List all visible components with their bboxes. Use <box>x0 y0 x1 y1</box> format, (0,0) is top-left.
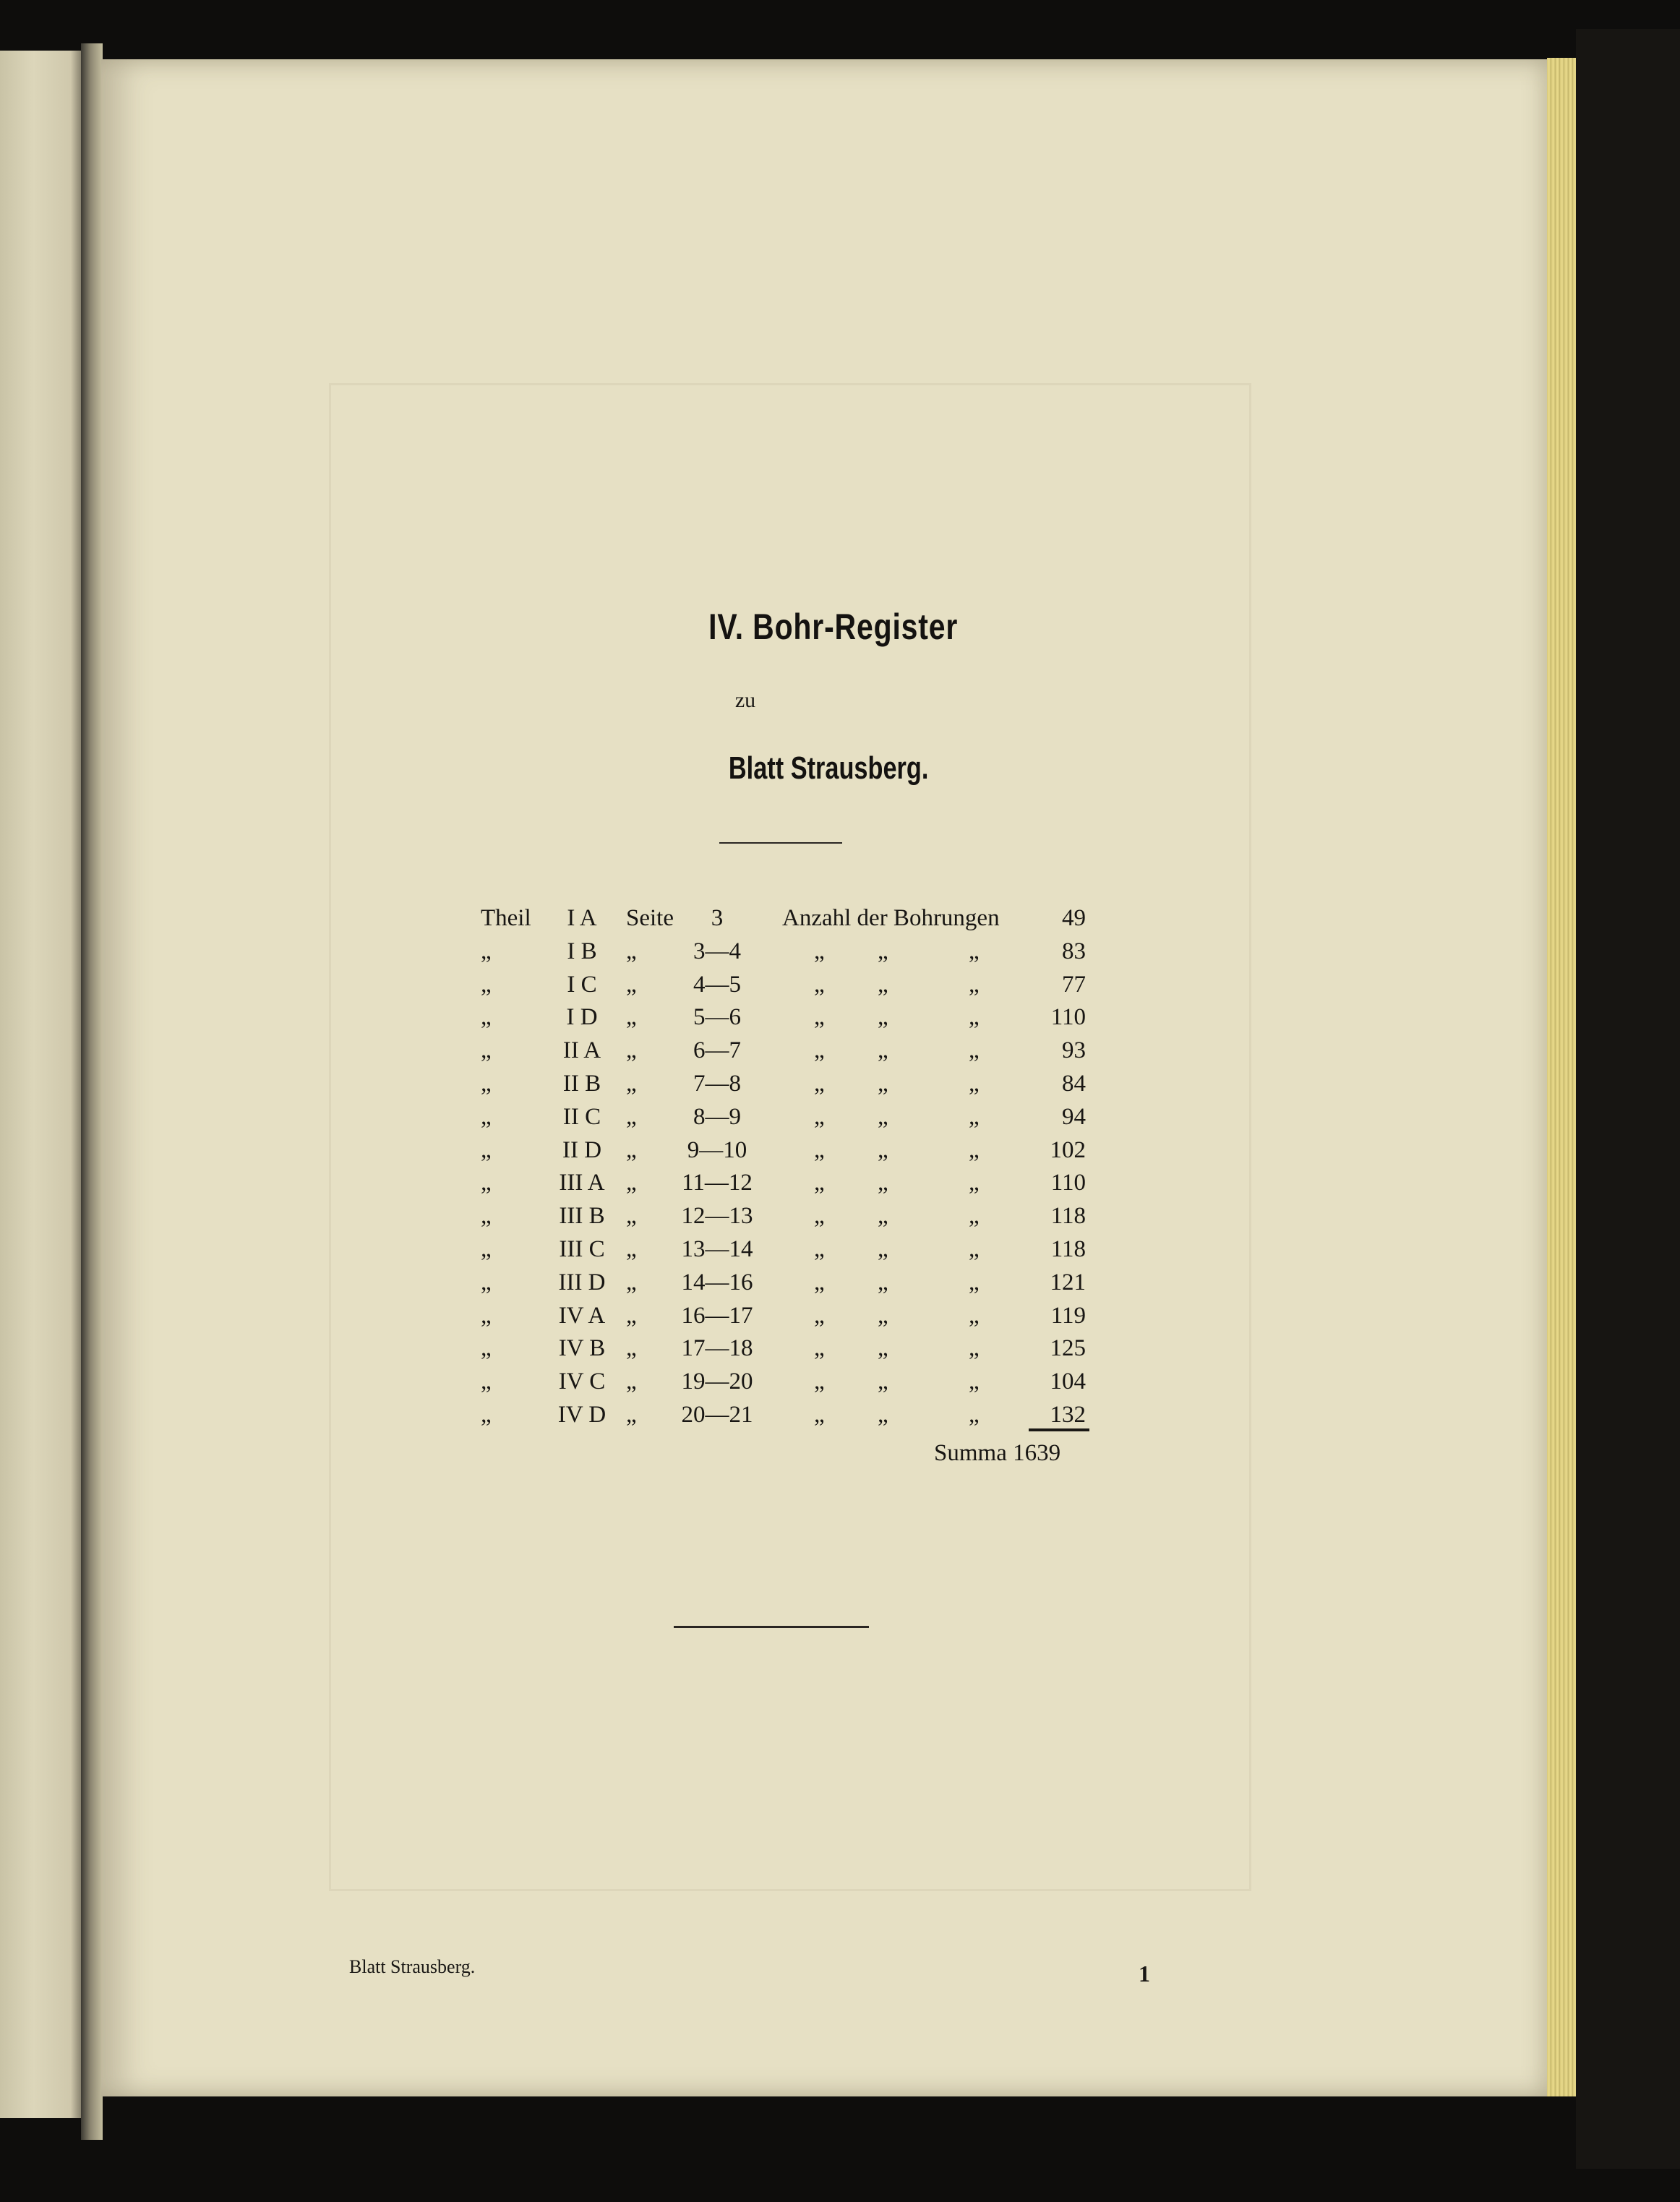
cell-m3: „ <box>969 1037 980 1064</box>
table-row <box>0 1203 1680 1236</box>
cell-teil: II B <box>562 1071 601 1097</box>
cell-seite: „ <box>626 1170 637 1196</box>
cell-m2: „ <box>878 1402 888 1428</box>
cell-count: 110 <box>1050 1004 1086 1031</box>
cell-m3: „ <box>969 1236 980 1262</box>
cell-count: 102 <box>1050 1136 1086 1163</box>
cell-label: „ <box>481 1302 492 1329</box>
cell-label: „ <box>481 1203 492 1230</box>
cell-count: 121 <box>1050 1269 1086 1295</box>
cell-m3: „ <box>969 1136 980 1163</box>
cell-label: „ <box>481 1071 492 1097</box>
cell-m3: „ <box>969 1335 980 1362</box>
sum-rule <box>1029 1428 1089 1431</box>
cell-m2: „ <box>878 1136 888 1163</box>
cell-m2: „ <box>878 1368 888 1395</box>
cell-m3: „ <box>969 1302 980 1329</box>
cell-m1: „ <box>814 1402 825 1428</box>
cell-teil: III B <box>559 1203 605 1230</box>
cell-m2: „ <box>878 1335 888 1362</box>
cell-label: Theil <box>481 905 531 931</box>
cell-m1: „ <box>814 971 825 998</box>
cell-m1: „ <box>814 1071 825 1097</box>
cell-count: 119 <box>1050 1302 1086 1329</box>
table-row <box>0 1037 1680 1071</box>
cell-m2: „ <box>878 1037 888 1064</box>
cell-label: „ <box>481 1402 492 1428</box>
table-row <box>0 1335 1680 1368</box>
cell-m1: „ <box>814 1170 825 1196</box>
cell-seite: „ <box>626 971 637 998</box>
table-row <box>0 972 1680 1005</box>
cell-count: 94 <box>1062 1103 1086 1130</box>
cell-m2: „ <box>878 1103 888 1130</box>
cell-m1: „ <box>814 1269 825 1295</box>
table-row <box>0 1137 1680 1170</box>
table-row <box>0 938 1680 972</box>
cell-range: 5—6 <box>693 1004 741 1031</box>
closing-divider <box>674 1626 869 1628</box>
cell-range: 14—16 <box>681 1269 753 1295</box>
page-subtitle: Blatt Strausberg. <box>728 750 929 786</box>
cell-m2: „ <box>878 1004 888 1031</box>
title-connector: zu <box>734 688 756 712</box>
cell-label: „ <box>481 938 492 964</box>
cell-seite: „ <box>626 1402 637 1428</box>
cell-range: 7—8 <box>693 1071 741 1097</box>
cell-seite: „ <box>626 1004 637 1031</box>
table-row <box>0 1236 1680 1269</box>
cell-label: „ <box>481 1103 492 1130</box>
cell-range: 16—17 <box>681 1302 753 1329</box>
cell-label: „ <box>481 1269 492 1295</box>
cell-range: 6—7 <box>693 1037 741 1064</box>
cell-count: 104 <box>1050 1368 1086 1395</box>
cell-count: 125 <box>1050 1335 1086 1362</box>
cell-m1: „ <box>814 1236 825 1262</box>
cell-teil: II D <box>562 1136 602 1163</box>
page-title: IV. Bohr-Register <box>708 607 959 647</box>
cell-count: 93 <box>1062 1037 1086 1064</box>
table-row <box>0 1004 1680 1037</box>
table-row <box>0 1170 1680 1203</box>
cell-seite: „ <box>626 1335 637 1362</box>
cell-m1: „ <box>814 938 825 964</box>
cell-m3: „ <box>969 938 980 964</box>
cell-m1: „ <box>814 1368 825 1395</box>
cell-m2: „ <box>878 938 888 964</box>
footer-sheet-name: Blatt Strausberg. <box>349 1956 476 1977</box>
cell-seite: „ <box>626 1103 637 1130</box>
cell-count: 118 <box>1050 1236 1086 1262</box>
cell-m2: „ <box>878 1071 888 1097</box>
cell-range: 13—14 <box>681 1236 753 1262</box>
title-divider <box>719 842 842 844</box>
cell-m1: „ <box>814 1136 825 1163</box>
cell-seite: „ <box>626 1269 637 1295</box>
cell-count: 110 <box>1050 1170 1086 1196</box>
cell-teil: III A <box>559 1170 605 1196</box>
cell-teil: IV D <box>557 1402 607 1428</box>
table-row <box>0 1269 1680 1303</box>
cell-label: „ <box>481 1368 492 1395</box>
cell-label: „ <box>481 1136 492 1163</box>
table-row <box>0 1368 1680 1402</box>
cell-m3: „ <box>969 1402 980 1428</box>
cell-label: „ <box>481 1335 492 1362</box>
cell-m3: „ <box>969 1203 980 1230</box>
table-row <box>0 1104 1680 1137</box>
cell-range: 3—4 <box>693 938 741 964</box>
cell-m1: „ <box>814 1302 825 1329</box>
cell-range: 17—18 <box>681 1335 753 1362</box>
cell-range: 12—13 <box>681 1203 753 1230</box>
cell-m3: „ <box>969 1103 980 1130</box>
cell-m3: „ <box>969 1071 980 1097</box>
cell-teil: III D <box>558 1269 606 1295</box>
summa-line <box>934 1440 1060 1467</box>
footer-page-number: 1 <box>1139 1961 1150 1987</box>
cell-range: 3 <box>711 905 724 931</box>
cell-range: 11—12 <box>682 1170 753 1196</box>
cell-teil: IV A <box>558 1302 606 1329</box>
cell-count: 49 <box>1062 905 1086 931</box>
cell-seite: „ <box>626 938 637 964</box>
cell-seite: „ <box>626 1368 637 1395</box>
cell-m1: „ <box>814 1203 825 1230</box>
cell-seite: „ <box>626 1136 637 1163</box>
cell-seite: „ <box>626 1037 637 1064</box>
cell-m1: „ <box>814 1335 825 1362</box>
cell-teil: I D <box>566 1004 598 1031</box>
summa-label: Summa <box>934 1440 1007 1466</box>
cell-teil: II A <box>562 1037 601 1064</box>
cell-range: 8—9 <box>693 1103 741 1130</box>
table-row <box>0 905 1680 938</box>
cell-m2: „ <box>878 1236 888 1262</box>
cell-anzahl: Anzahl der Bohrungen <box>782 905 1000 931</box>
cell-m2: „ <box>878 971 888 998</box>
cell-label: „ <box>481 971 492 998</box>
cell-seite: „ <box>626 1203 637 1230</box>
cell-m2: „ <box>878 1203 888 1230</box>
cell-m3: „ <box>969 1368 980 1395</box>
cell-label: „ <box>481 1037 492 1064</box>
cell-count: 84 <box>1062 1071 1086 1097</box>
cell-m1: „ <box>814 1037 825 1064</box>
summa-value: 1639 <box>1013 1440 1061 1466</box>
cell-range: 9—10 <box>687 1136 747 1163</box>
cell-teil: IV B <box>558 1335 606 1362</box>
cell-teil: I C <box>567 971 597 998</box>
cell-range: 20—21 <box>681 1402 753 1428</box>
cell-range: 4—5 <box>693 971 741 998</box>
cell-count: 132 <box>1050 1402 1086 1428</box>
table-row <box>0 1071 1680 1104</box>
cell-m2: „ <box>878 1302 888 1329</box>
cell-count: 77 <box>1062 971 1086 998</box>
cell-m3: „ <box>969 1004 980 1031</box>
cell-label: „ <box>481 1004 492 1031</box>
table-row <box>0 1303 1680 1336</box>
cell-m3: „ <box>969 971 980 998</box>
cell-teil: I A <box>567 905 597 931</box>
cell-seite: „ <box>626 1302 637 1329</box>
cell-seite: „ <box>626 1236 637 1262</box>
cell-teil: I B <box>567 938 597 964</box>
cell-m2: „ <box>878 1170 888 1196</box>
cell-teil: II C <box>562 1103 601 1130</box>
cell-m3: „ <box>969 1269 980 1295</box>
cell-range: 19—20 <box>681 1368 753 1395</box>
cell-m1: „ <box>814 1103 825 1130</box>
cell-label: „ <box>481 1236 492 1262</box>
cell-count: 118 <box>1050 1203 1086 1230</box>
cell-m2: „ <box>878 1269 888 1295</box>
cell-m3: „ <box>969 1170 980 1196</box>
cell-teil: III C <box>559 1236 605 1262</box>
cell-teil: IV C <box>558 1368 606 1395</box>
cell-seite: „ <box>626 1071 637 1097</box>
table-row <box>0 1402 1680 1435</box>
cell-label: „ <box>481 1170 492 1196</box>
cell-count: 83 <box>1062 938 1086 964</box>
cell-seite: Seite <box>626 905 674 931</box>
cell-m1: „ <box>814 1004 825 1031</box>
